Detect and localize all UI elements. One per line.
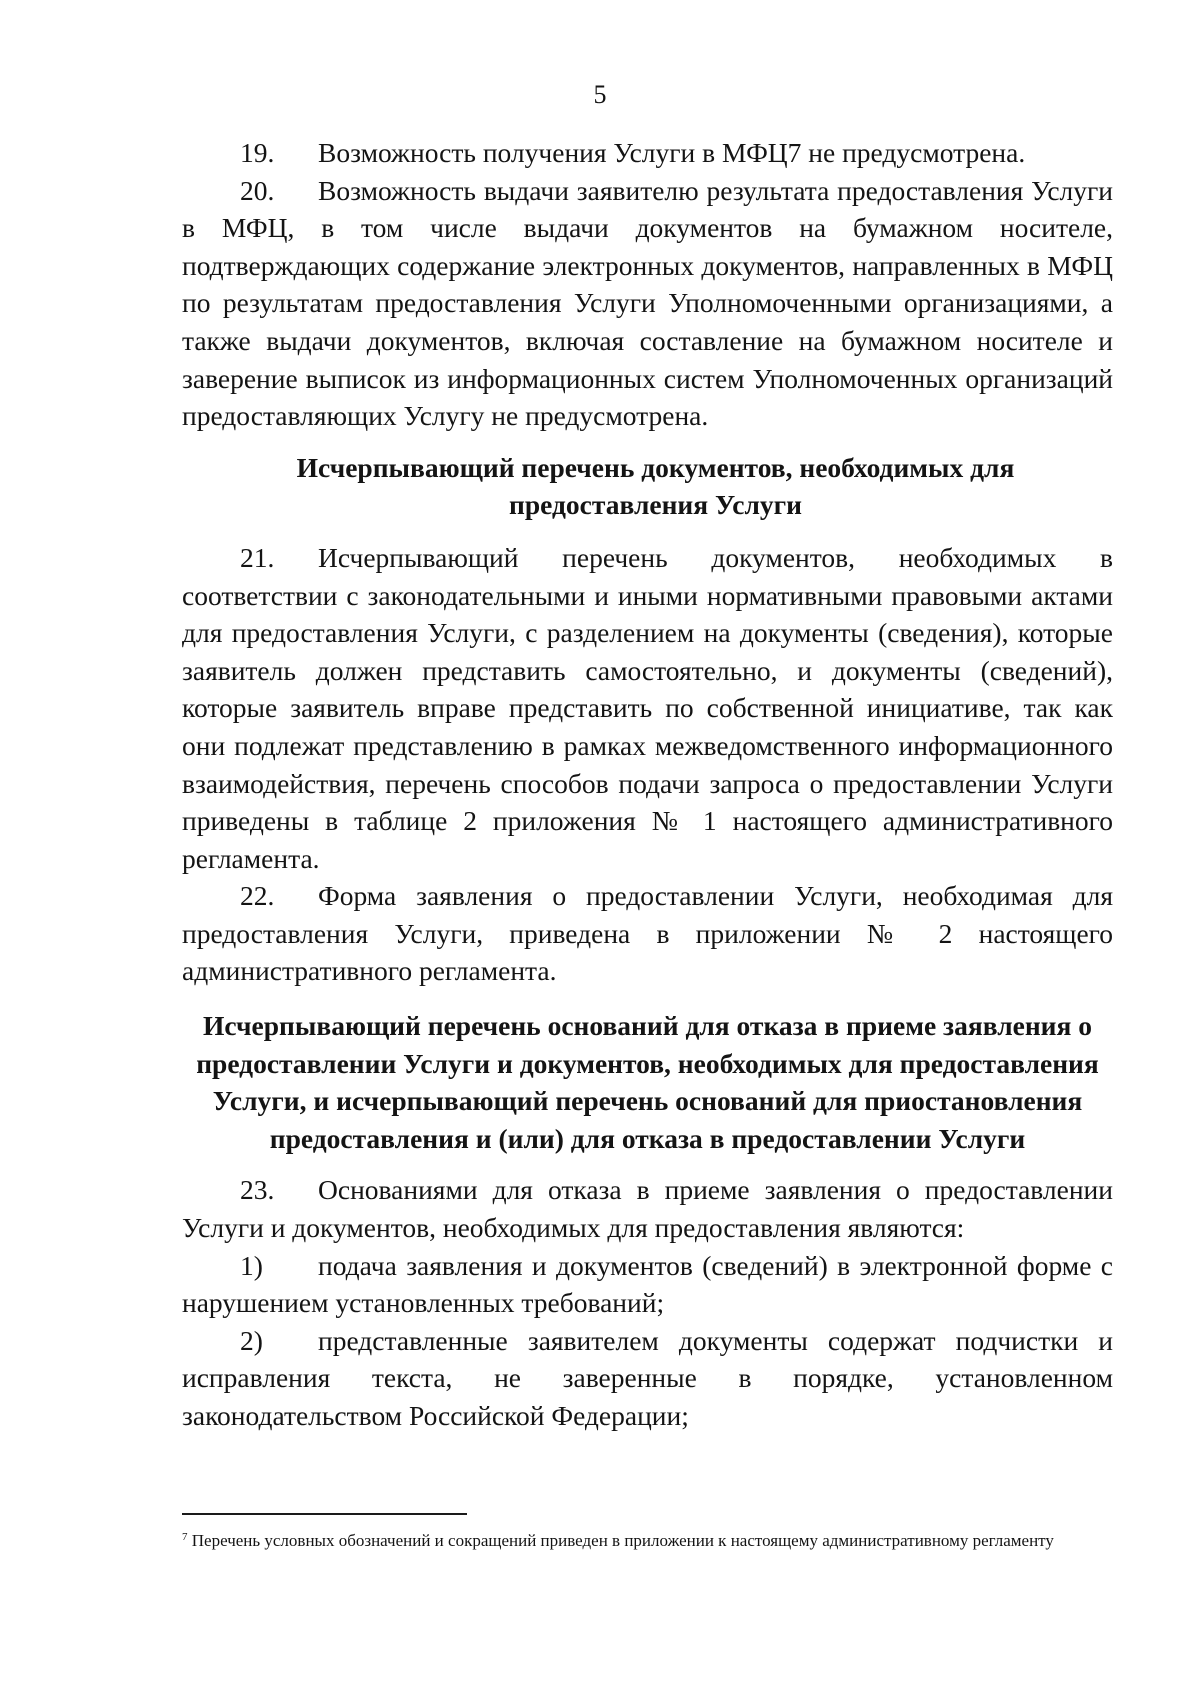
paragraph-text: Возможность выдачи заявителю результата предоставления Услуги в МФЦ, в том числе выдачи документов на бумажном носителе, подтверждающих содержание электронных документов, направленных в МФЦ по результатам предоставления Услуги Уполномоченными организациями, а также выдачи документов, включая составление на бумажном носителе и заверение выписок из информационных систем Уполномоченных организаций предоставляющих Услугу не предусмотрена. [182,174,1113,432]
paragraph-number: 23. [240,1174,275,1206]
paragraph-number: 19. [240,137,275,168]
paragraph-number: 21. [240,541,275,573]
heading-line: Услуги, и исчерпывающий перечень оснований для приостановления [212,1085,1083,1117]
paragraph-number: 22. [240,880,275,912]
list-item-number: 2) [240,1324,263,1356]
list-item-number: 1) [240,1249,263,1281]
page-number: 5 [593,80,607,109]
heading-line: Исчерпывающий перечень оснований для отказа в приеме заявления о [202,1010,1093,1042]
paragraph-text: Основаниями для отказа в приеме заявления о предоставлении Услуги и документов, необходимых для предоставления являются: [182,1174,1113,1244]
list-item-2 [182,1322,1113,1435]
paragraph-number: 20. [240,174,275,206]
footnote-marker: 7 [182,1531,188,1543]
heading-line: предоставления и (или) для отказа в предоставлении Услуги [269,1122,1026,1154]
footnote-separator [182,1513,467,1515]
footnote-text: Перечень условных обозначений и сокращений приведен в приложении к настоящему административному регламенту [191,1531,1054,1550]
heading-line: предоставлении Услуги и документов, необходимых для предоставления [196,1047,1099,1079]
paragraph-19 [182,134,1113,172]
paragraph-22 [182,877,1113,990]
list-item-text: представленные заявителем документы содержат подчистки и исправления текста, не заверенные в порядке, установленном законодательством Российской Федерации; [182,1324,1113,1431]
paragraph-21 [182,539,1113,877]
section-heading-refusal-grounds [182,1007,1113,1157]
paragraph-text: Форма заявления о предоставлении Услуги, необходимая для предоставления Услуги, приведена в приложении № 2 настоящего административного регламента. [182,880,1113,987]
paragraph-20 [182,172,1113,435]
list-item-1 [182,1247,1113,1322]
footnote [182,1526,1122,1552]
document-body [182,134,1113,1435]
paragraph-text: Исчерпывающий перечень документов, необходимых в соответствии с законодательными и иными нормативными правовыми актами для предоставления Услуги, с разделением на документы (сведения), которые заявитель должен представить самостоятельно, и документы (сведений), которые заявитель вправе представить по собственной инициативе, так как они подлежат представлению в рамках межведомственного информационного взаимодействия, перечень способов подачи запроса о предоставлении Услуги приведены в таблице 2 приложения № 1 настоящего административного регламента. [182,541,1113,874]
paragraph-text: Возможность получения Услуги в МФЦ7 не предусмотрена. [318,137,1026,168]
list-item-text: подача заявления и документов (сведений) в электронной форме с нарушением установленных требований; [182,1249,1113,1319]
heading-line: предоставления Услуги [509,489,802,521]
paragraph-23 [182,1171,1113,1246]
heading-line: Исчерпывающий перечень документов, необходимых для [296,451,1015,483]
section-heading-documents [182,449,1113,524]
